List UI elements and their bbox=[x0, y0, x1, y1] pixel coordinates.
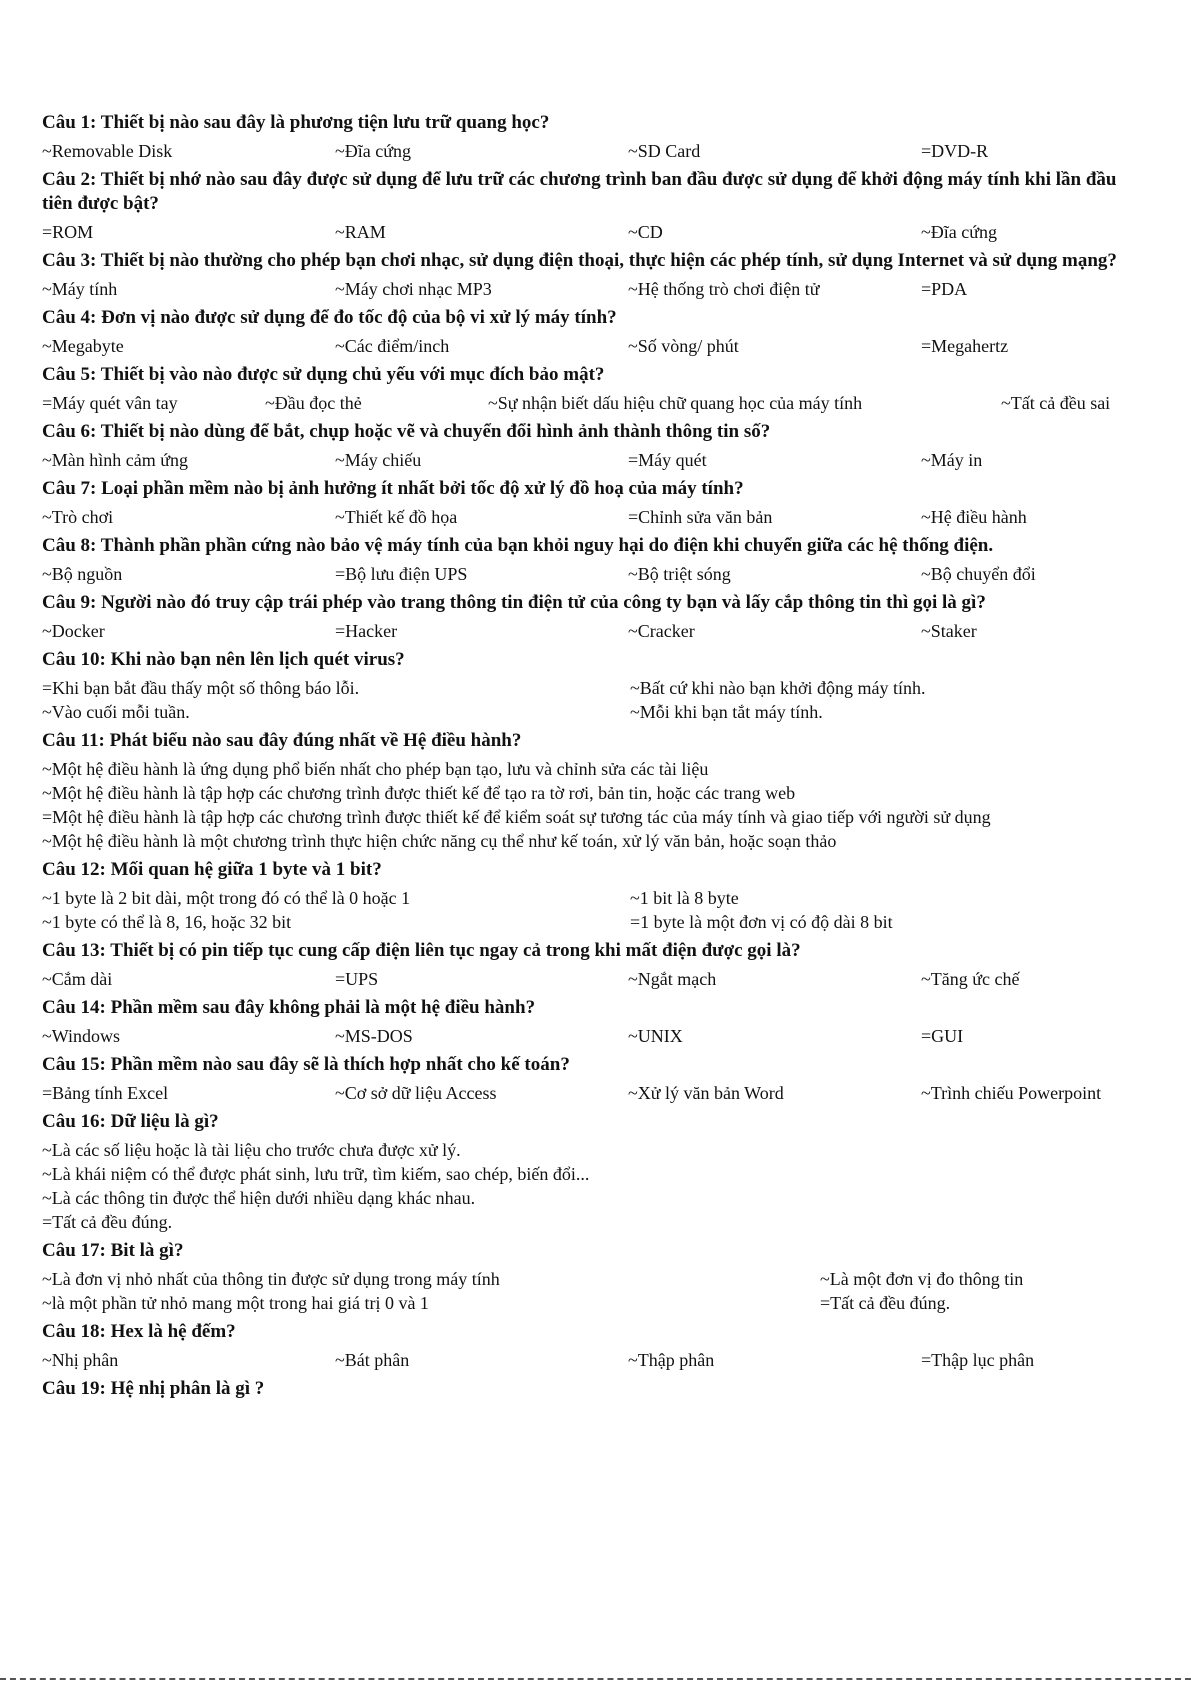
option-list bbox=[42, 1081, 1144, 1105]
option: ~Thiết kế đồ họa bbox=[335, 507, 458, 527]
question-title: Câu 18: Hex là hệ đếm? bbox=[42, 1321, 236, 1342]
question-title: Câu 8: Thành phần phần cứng nào bảo vệ máy tính của bạn khỏi nguy hại do điện khi chuyển giữa các hệ thống điện. bbox=[42, 535, 994, 556]
option-list bbox=[42, 448, 1144, 472]
option: =Máy quét bbox=[628, 450, 707, 470]
question-11 bbox=[42, 729, 1144, 853]
question-title: Câu 3: Thiết bị nào thường cho phép bạn chơi nhạc, sử dụng điện thoại, thực hiện các phép tính, sử dụng Internet và sử dụng mạng? bbox=[42, 250, 1117, 271]
option: ~Máy tính bbox=[42, 279, 118, 299]
option: =GUI bbox=[921, 1026, 964, 1046]
question-title: Câu 13: Thiết bị có pin tiếp tục cung cấp điện liên tục ngay cả trong khi mất điện được gọi là? bbox=[42, 940, 801, 961]
option: =ROM bbox=[42, 222, 94, 242]
option: =DVD-R bbox=[921, 141, 989, 161]
option: ~Megabyte bbox=[42, 336, 124, 356]
question-18 bbox=[42, 1320, 1144, 1372]
option: =Máy quét vân tay bbox=[42, 393, 178, 413]
question-13 bbox=[42, 939, 1144, 991]
option: =PDA bbox=[921, 279, 968, 299]
option: =Chỉnh sửa văn bản bbox=[628, 507, 773, 527]
question-title: Câu 2: Thiết bị nhớ nào sau đây được sử dụng để lưu trữ các chương trình ban đầu được sử dụng để khởi động máy tính khi lần đầu tiên được bật? bbox=[42, 169, 1117, 214]
question-title: Câu 17: Bit là gì? bbox=[42, 1240, 184, 1261]
option: ~SD Card bbox=[628, 141, 701, 161]
option: ~Staker bbox=[921, 621, 977, 641]
option-list bbox=[42, 277, 1144, 301]
option: ~Tất cả đều sai bbox=[1001, 393, 1111, 413]
option: ~Trình chiếu Powerpoint bbox=[921, 1083, 1102, 1103]
question-10 bbox=[42, 648, 1144, 724]
option: ~Xử lý văn bản Word bbox=[628, 1083, 784, 1103]
option: =Thập lục phân bbox=[921, 1350, 1035, 1370]
option: ~Một hệ điều hành là tập hợp các chương trình được thiết kế để tạo ra tờ rơi, bản tin, hoặc các trang web bbox=[42, 783, 796, 803]
option: ~Ngắt mạch bbox=[628, 969, 717, 989]
option: ~Là đơn vị nhỏ nhất của thông tin được sử dụng trong máy tính bbox=[42, 1269, 500, 1289]
option-list bbox=[42, 886, 1144, 934]
question-title: Câu 19: Hệ nhị phân là gì ? bbox=[42, 1378, 265, 1399]
option-list bbox=[42, 676, 1144, 724]
question-title: Câu 10: Khi nào bạn nên lên lịch quét virus? bbox=[42, 649, 405, 670]
question-2 bbox=[42, 168, 1144, 244]
option: =Bảng tính Excel bbox=[42, 1083, 169, 1103]
question-3 bbox=[42, 249, 1144, 301]
option: ~là một phần tử nhỏ mang một trong hai giá trị 0 và 1 bbox=[42, 1293, 429, 1313]
option: ~Màn hình cảm ứng bbox=[42, 450, 188, 470]
option: =Khi bạn bắt đầu thấy một số thông báo lỗi. bbox=[42, 678, 360, 698]
option: ~Sự nhận biết dấu hiệu chữ quang học của máy tính bbox=[488, 393, 863, 413]
question-19 bbox=[42, 1377, 1144, 1401]
option: ~Hệ điều hành bbox=[921, 507, 1027, 527]
option: ~Số vòng/ phút bbox=[628, 336, 739, 356]
option-list bbox=[42, 139, 1144, 163]
option: =Một hệ điều hành là tập hợp các chương trình được thiết kế để kiểm soát sự tương tác của máy tính và giao tiếp với người sử dụng bbox=[42, 807, 991, 827]
quiz-page bbox=[42, 106, 1144, 1405]
question-1 bbox=[42, 111, 1144, 163]
question-title: Câu 4: Đơn vị nào được sử dụng để đo tốc độ của bộ vi xử lý máy tính? bbox=[42, 307, 617, 328]
option: =Megahertz bbox=[921, 336, 1009, 356]
option: ~Máy in bbox=[921, 450, 983, 470]
question-title: Câu 9: Người nào đó truy cập trái phép vào trang thông tin điện tử của công ty bạn và lấy cắp thông tin thì gọi là gì? bbox=[42, 592, 986, 613]
option: =Bộ lưu điện UPS bbox=[335, 564, 468, 584]
page-bottom-divider bbox=[0, 1678, 1191, 1680]
option-list bbox=[42, 1024, 1144, 1048]
option: ~1 byte có thể là 8, 16, hoặc 32 bit bbox=[42, 912, 292, 932]
question-16 bbox=[42, 1110, 1144, 1234]
option: ~Là các thông tin được thể hiện dưới nhiều dạng khác nhau. bbox=[42, 1188, 476, 1208]
option-list bbox=[42, 1267, 1144, 1315]
option: ~Máy chơi nhạc MP3 bbox=[335, 279, 492, 299]
option: ~Docker bbox=[42, 621, 105, 641]
option-list bbox=[42, 220, 1144, 244]
option: ~Bộ chuyển đổi bbox=[921, 564, 1036, 584]
question-title: Câu 11: Phát biểu nào sau đây đúng nhất về Hệ điều hành? bbox=[42, 730, 522, 751]
option: ~Đĩa cứng bbox=[335, 141, 411, 161]
option: ~Là khái niệm có thể được phát sinh, lưu trữ, tìm kiếm, sao chép, biến đổi... bbox=[42, 1164, 590, 1184]
option: ~Máy chiếu bbox=[335, 450, 422, 470]
question-5 bbox=[42, 363, 1144, 415]
option: =1 byte là một đơn vị có độ dài 8 bit bbox=[630, 912, 893, 932]
question-14 bbox=[42, 996, 1144, 1048]
option: =Hacker bbox=[335, 621, 398, 641]
option: =Tất cả đều đúng. bbox=[820, 1293, 951, 1313]
question-12 bbox=[42, 858, 1144, 934]
option: ~Thập phân bbox=[628, 1350, 715, 1370]
option: ~Bộ nguồn bbox=[42, 564, 123, 584]
question-title: Câu 12: Mối quan hệ giữa 1 byte và 1 bit? bbox=[42, 859, 382, 880]
option: ~Bộ triệt sóng bbox=[628, 564, 731, 584]
question-title: Câu 5: Thiết bị vào nào được sử dụng chủ yếu với mục đích bảo mật? bbox=[42, 364, 605, 385]
option: ~Hệ thống trò chơi điện tử bbox=[628, 279, 820, 299]
question-9 bbox=[42, 591, 1144, 643]
option-list bbox=[42, 1348, 1144, 1372]
option-list bbox=[42, 619, 1144, 643]
option: ~Các điểm/inch bbox=[335, 336, 450, 356]
option: =Tất cả đều đúng. bbox=[42, 1212, 173, 1232]
question-title: Câu 7: Loại phần mềm nào bị ảnh hưởng ít nhất bởi tốc độ xử lý đồ hoạ của máy tính? bbox=[42, 478, 744, 499]
option-list bbox=[42, 757, 1144, 853]
option: ~MS-DOS bbox=[335, 1026, 413, 1046]
question-8 bbox=[42, 534, 1144, 586]
option: ~Bất cứ khi nào bạn khởi động máy tính. bbox=[630, 678, 926, 698]
option: ~Mỗi khi bạn tắt máy tính. bbox=[630, 702, 823, 722]
option: ~Trò chơi bbox=[42, 507, 114, 527]
question-7 bbox=[42, 477, 1144, 529]
question-4 bbox=[42, 306, 1144, 358]
question-title: Câu 15: Phần mềm nào sau đây sẽ là thích hợp nhất cho kế toán? bbox=[42, 1054, 570, 1075]
option: ~1 byte là 2 bit dài, một trong đó có thể là 0 hoặc 1 bbox=[42, 888, 411, 908]
option: ~Removable Disk bbox=[42, 141, 173, 161]
option: ~Tăng ức chế bbox=[921, 969, 1020, 989]
option: ~1 bit là 8 byte bbox=[630, 888, 739, 908]
option: ~UNIX bbox=[628, 1026, 683, 1046]
option-list bbox=[42, 1138, 1144, 1234]
option: ~Vào cuối mỗi tuần. bbox=[42, 702, 190, 722]
question-title: Câu 14: Phần mềm sau đây không phải là một hệ điều hành? bbox=[42, 997, 536, 1018]
option: ~Windows bbox=[42, 1026, 121, 1046]
option: ~Là một đơn vị đo thông tin bbox=[820, 1269, 1024, 1289]
option: ~Một hệ điều hành là ứng dụng phổ biến nhất cho phép bạn tạo, lưu và chỉnh sửa các tài liệu bbox=[42, 759, 709, 779]
question-title: Câu 16: Dữ liệu là gì? bbox=[42, 1111, 219, 1132]
option: ~Cắm dài bbox=[42, 969, 113, 989]
option: ~Cơ sở dữ liệu Access bbox=[335, 1083, 497, 1103]
option: ~Đĩa cứng bbox=[921, 222, 997, 242]
option: ~Nhị phân bbox=[42, 1350, 119, 1370]
option-list bbox=[42, 334, 1144, 358]
option: ~Cracker bbox=[628, 621, 695, 641]
option-list bbox=[42, 562, 1144, 586]
question-6 bbox=[42, 420, 1144, 472]
question-15 bbox=[42, 1053, 1144, 1105]
option-list bbox=[42, 505, 1144, 529]
option: ~Một hệ điều hành là một chương trình thực hiện chức năng cụ thể như kế toán, xử lý văn bản, hoặc soạn thảo bbox=[42, 831, 837, 851]
option-list bbox=[42, 967, 1144, 991]
option: ~Là các số liệu hoặc là tài liệu cho trước chưa được xử lý. bbox=[42, 1140, 461, 1160]
option-list bbox=[42, 391, 1144, 415]
question-17 bbox=[42, 1239, 1144, 1315]
option: ~Bát phân bbox=[335, 1350, 410, 1370]
question-title: Câu 6: Thiết bị nào dùng để bắt, chụp hoặc vẽ và chuyển đổi hình ảnh thành thông tin số? bbox=[42, 421, 771, 442]
option: ~RAM bbox=[335, 222, 386, 242]
option: =UPS bbox=[335, 969, 379, 989]
option: ~Đầu đọc thẻ bbox=[265, 393, 362, 413]
option: ~CD bbox=[628, 222, 663, 242]
question-title: Câu 1: Thiết bị nào sau đây là phương tiện lưu trữ quang học? bbox=[42, 112, 550, 133]
